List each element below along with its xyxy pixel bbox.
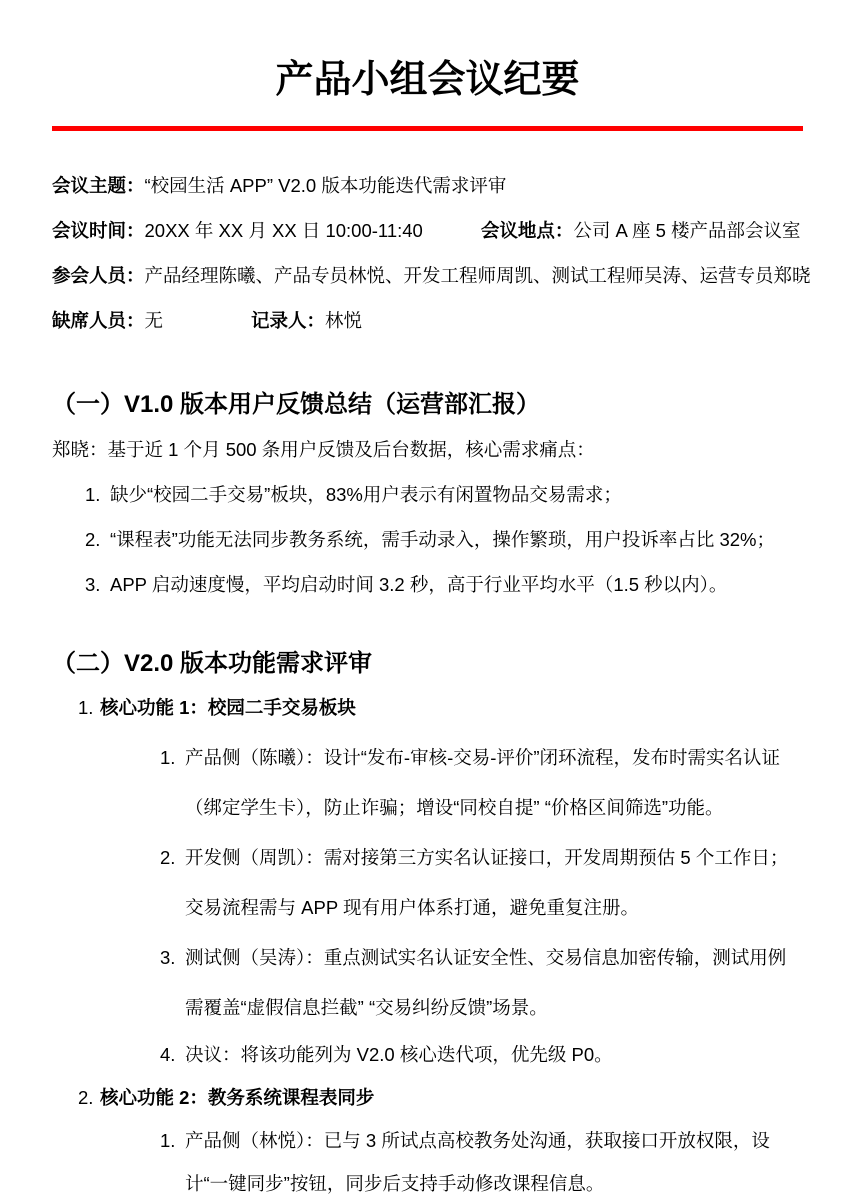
- feature-point: [52, 833, 803, 933]
- meeting-meta: [52, 163, 811, 343]
- point-marker: 1.: [160, 1130, 176, 1151]
- section1-list: [52, 472, 803, 607]
- list-item: [52, 562, 803, 607]
- topic-value: “校园生活 APP” V2.0 版本功能迭代需求评审: [144, 175, 507, 196]
- document-title: 产品小组会议纪要: [275, 59, 580, 101]
- list-item-text: 缺少“校园二手交易”板块，83%用户表示有闲置物品交易需求；: [110, 484, 622, 505]
- feature-block: [52, 1076, 803, 1200]
- point-text: 产品侧（陈曦）：设计“发布-审核-交易-评价”闭环流程，发布时需实名认证（绑定学生卡），防止诈骗；增设“同校自提” “价格区间筛选”功能。: [185, 747, 781, 818]
- point-text: 决议：将该功能列为 V2.0 核心迭代项，优先级 P0。: [185, 1044, 613, 1065]
- absent-value: 无: [144, 310, 164, 331]
- feature-point: [52, 1119, 803, 1200]
- feature-marker: 1.: [78, 697, 94, 718]
- list-marker: 1.: [85, 484, 101, 505]
- list-item: [52, 517, 803, 562]
- feature-points: [52, 733, 803, 1076]
- feature-title-text: 核心功能 2：教务系统课程表同步: [100, 1087, 375, 1108]
- section1-intro: 郑晓：基于近 1 个月 500 条用户反馈及后台数据，核心需求痛点：: [52, 439, 595, 460]
- feature-title-text: 核心功能 1：校园二手交易板块: [100, 697, 356, 718]
- point-text: 产品侧（林悦）：已与 3 所试点高校教务处沟通，获取接口开放权限，设计“一键同步”按钮，同步后支持手动修改课程信息。: [185, 1130, 770, 1194]
- meta-attendees-row: [52, 253, 811, 298]
- meta-topic-row: [52, 163, 803, 208]
- point-marker: 1.: [160, 747, 176, 768]
- meta-absent-recorder-row: [52, 298, 803, 343]
- time-label: 会议时间：: [52, 220, 145, 241]
- point-marker: 3.: [160, 947, 176, 968]
- attendees-value: 产品经理陈曦、产品专员林悦、开发工程师周凯、测试工程师吴涛、运营专员郑晓: [144, 265, 811, 286]
- absent-label: 缺席人员：: [52, 310, 145, 331]
- point-marker: 4.: [160, 1044, 176, 1065]
- title-divider: [52, 126, 803, 131]
- list-marker: 2.: [85, 529, 101, 550]
- meta-time-location-row: [52, 208, 803, 253]
- recorder-value: 林悦: [325, 310, 363, 331]
- list-item-text: “课程表”功能无法同步教务系统，需手动录入，操作繁琐，用户投诉率占比 32%；: [110, 529, 775, 550]
- feature-point: [52, 733, 803, 833]
- time-value: 20XX 年 XX 月 XX 日 10:00-11:40: [144, 220, 423, 241]
- location-label: 会议地点：: [480, 220, 574, 241]
- feature-point: [52, 933, 803, 1033]
- list-marker: 3.: [85, 574, 101, 595]
- feature-title: [52, 685, 803, 730]
- attendees-label: 参会人员：: [52, 265, 145, 286]
- feature-points: [52, 1119, 803, 1200]
- feature-block: [52, 685, 803, 1076]
- feature-title: [52, 1076, 803, 1119]
- point-marker: 2.: [160, 847, 176, 868]
- recorder-label: 记录人：: [251, 310, 326, 331]
- location-value: 公司 A 座 5 楼产品部会议室: [573, 220, 801, 241]
- section1-heading: （一）V1.0 版本用户反馈总结（运营部汇报）: [52, 391, 541, 418]
- point-text: 测试侧（吴涛）：重点测试实名认证安全性、交易信息加密传输，测试用例需覆盖“虚假信息拦截” “交易纠纷反馈”场景。: [185, 947, 787, 1018]
- section2-heading: （二）V2.0 版本功能需求评审: [52, 650, 373, 677]
- list-item: [52, 472, 803, 517]
- feature-point: [52, 1033, 803, 1076]
- topic-label: 会议主题：: [52, 175, 145, 196]
- point-text: 开发侧（周凯）：需对接第三方实名认证接口，开发周期预估 5 个工作日；交易流程需与 APP 现有用户体系打通，避免重复注册。: [185, 847, 789, 918]
- feature-marker: 2.: [78, 1087, 94, 1108]
- list-item-text: APP 启动速度慢，平均启动时间 3.2 秒，高于行业平均水平（1.5 秒以内）。: [110, 574, 728, 595]
